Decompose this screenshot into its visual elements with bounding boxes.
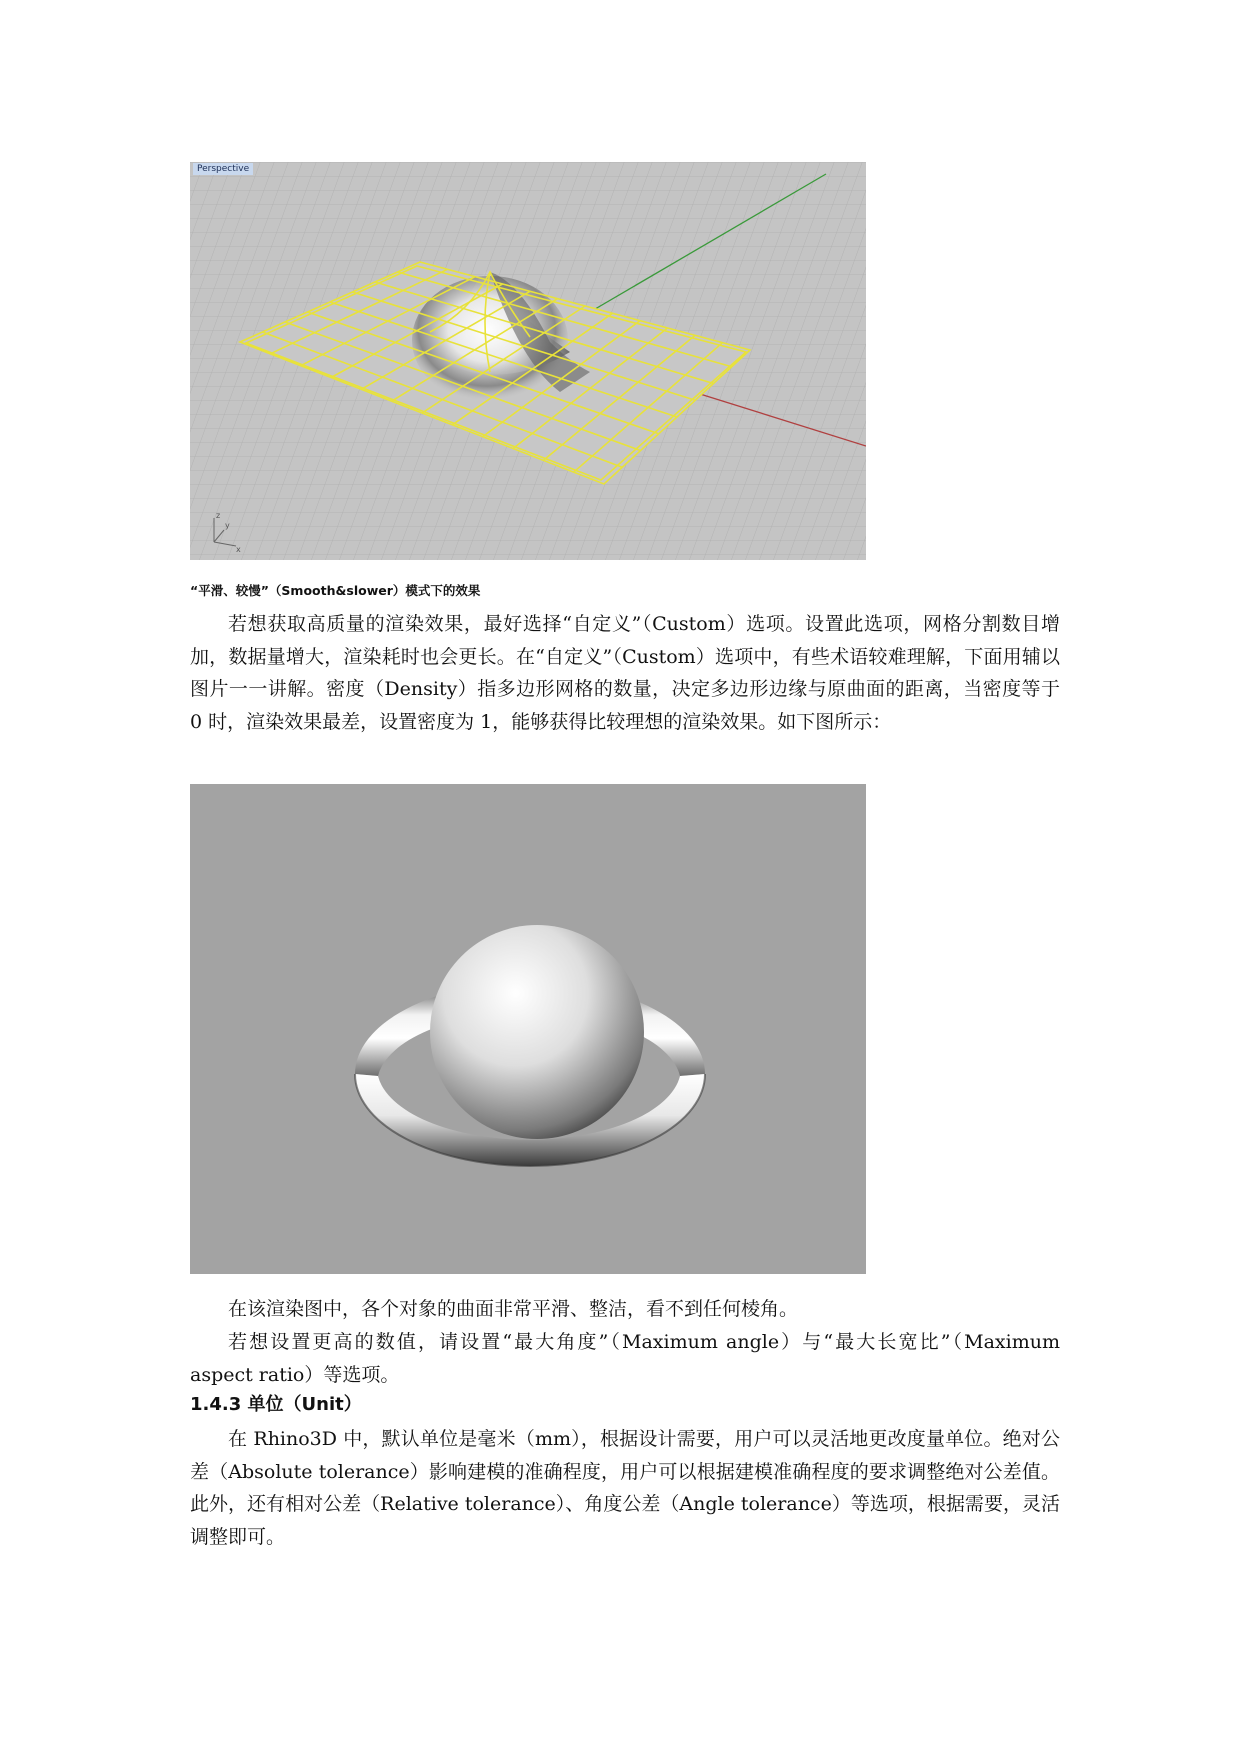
sphere (430, 925, 644, 1139)
render-scene (190, 784, 866, 1274)
paragraph-unit-tolerance: 在 Rhino3D 中，默认单位是毫米（mm），根据设计需要，用户可以灵活地更改度量单位。绝对公差（Absolute tolerance）影响建模的准确程度，用户可以根据建模准确程度的要求调整绝对公差值。此外，还有相对公差（Relative tolerance）、角度公差（Angle tolerance）等选项，根据需要，灵活调整即可。 (190, 1428, 1060, 1548)
section-heading-unit: 1.4.3 单位（Unit） (190, 1394, 362, 1415)
axis-label-x: x (236, 545, 241, 554)
viewport-label[interactable]: Perspective (193, 163, 253, 175)
paragraph-max-angle: 若想设置更高的数值，请设置“最大角度”（Maximum angle）与“最大长宽比”（Maximum aspect ratio）等选项。 (190, 1331, 1060, 1386)
figure-caption: “平滑、较慢”（Smooth&slower）模式下的效果 (190, 583, 481, 598)
axis-label-y: y (225, 521, 230, 530)
paragraph-custom-density: 若想获取高质量的渲染效果，最好选择“自定义”（Custom）选项。设置此选项，网格分割数目增加，数据量增大，渲染耗时也会更长。在“自定义”（Custom）选项中，有些术语较难理解，下面用辅以图片一一讲解。密度（Density）指多边形网格的数量，决定多边形边缘与原曲面的距离，当密度等于 0 时，渲染效果最差，设置密度为 1，能够获得比较理想的渲染效果。如下图所示： (190, 613, 1060, 733)
axis-label-z: z (216, 511, 221, 520)
paragraph-render-smooth: 在该渲染图中，各个对象的曲面非常平滑、整洁，看不到任何棱角。 (228, 1298, 799, 1320)
perspective-viewport-figure (190, 162, 866, 560)
perspective-scene (190, 162, 866, 560)
render-sphere-torus-figure (190, 784, 866, 1274)
